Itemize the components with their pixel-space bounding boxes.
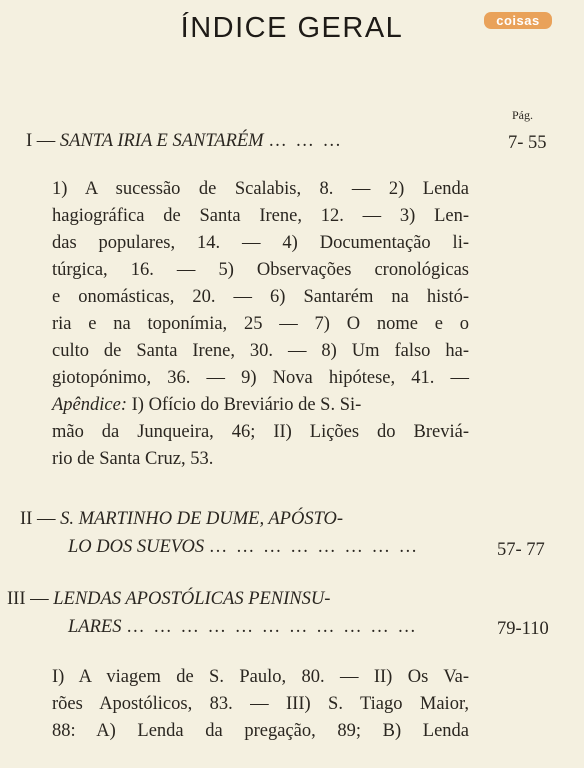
entry-1-body-line: e onomásticas, 20. — 6) Santarém na histó-: [52, 287, 469, 307]
entry-1-body-line: 1) A sucessão de Scalabis, 8. — 2) Lenda: [52, 179, 469, 199]
entry-1-body-line: hagiográfica de Santa Irene, 12. — 3) Len-: [52, 206, 469, 226]
entry-3-title-cont: LARES: [68, 617, 122, 637]
page-column-label: Pág.: [512, 108, 533, 122]
entry-1-body-line: ria e na toponímia, 25 — 7) O nome e o: [52, 314, 469, 334]
entry-1-pages: 7- 55: [508, 133, 547, 153]
entry-3-body-line: rões Apostólicos, 83. — III) S. Tiago Maior,: [52, 694, 469, 714]
page-title: ÍNDICE GERAL: [180, 12, 404, 44]
appendix-text: I) Ofício do Breviário de S. Si-: [127, 395, 362, 415]
entry-2-pages: 57- 77: [497, 540, 545, 560]
entry-2-title-cont: LO DOS SUEVOS: [68, 537, 205, 557]
entry-1-appendix-line: [52, 392, 469, 419]
entry-1-body-line: culto de Santa Irene, 30. — 8) Um falso ha-: [52, 341, 469, 361]
entry-1-appendix-line: mão da Junqueira, 46; II) Lições do Breviá-: [52, 422, 469, 442]
entry-1-heading: [26, 128, 343, 155]
entry-1-title: SANTA IRIA E SANTARÉM: [59, 131, 264, 151]
entry-3-roman: III —: [7, 589, 49, 609]
entry-3-heading: [7, 586, 469, 613]
entry-1-body-line: túrgica, 16. — 5) Observações cronológicas: [52, 260, 469, 280]
watermark-logo: coisas: [484, 12, 552, 29]
entry-3-pages: 79-110: [497, 619, 549, 639]
entry-2-roman: II —: [20, 509, 56, 529]
entry-1-appendix-line: rio de Santa Cruz, 53.: [52, 449, 214, 469]
entry-1-leader: … … …: [268, 131, 343, 151]
entry-3-body-line: I) A viagem de S. Paulo, 80. — II) Os Va-: [52, 667, 469, 687]
entry-1-body-line: das populares, 14. — 4) Documentação li-: [52, 233, 469, 253]
entry-2-title: S. MARTINHO DE DUME, APÓSTO-: [60, 509, 344, 529]
entry-1-body-line: giotopónimo, 36. — 9) Nova hipótese, 41. —: [52, 368, 469, 388]
entry-2-heading: [20, 506, 469, 533]
entry-3-heading-cont: [68, 614, 469, 641]
entry-3-leader: … … … … … … … … … … …: [126, 617, 418, 637]
entry-1-roman: I —: [26, 131, 56, 151]
entry-3-body-line: 88: A) Lenda da pregação, 89; B) Lenda: [52, 721, 469, 741]
appendix-label: Apêndice:: [52, 395, 127, 415]
entry-2-heading-cont: [68, 534, 469, 561]
entry-3-title: LENDAS APOSTÓLICAS PENINSU-: [53, 589, 331, 609]
entry-2-leader: … … … … … … … …: [208, 537, 420, 557]
